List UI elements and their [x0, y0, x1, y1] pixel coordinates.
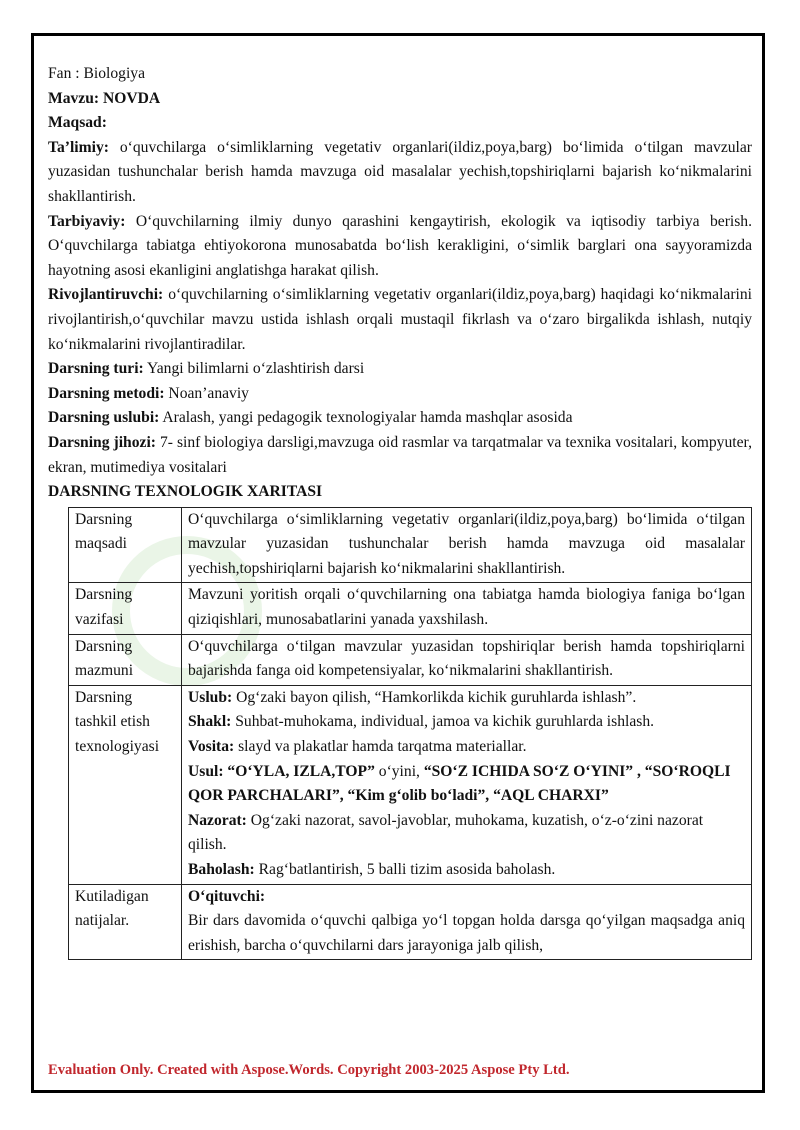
document-body [48, 62, 752, 960]
section-title: DARSNING TEXNOLOGIK XARITASI [48, 483, 323, 501]
objective-upbringing [48, 210, 752, 284]
row-content [182, 884, 752, 960]
table-row [69, 685, 752, 884]
field-label: Nazorat: [188, 811, 247, 829]
table-row [69, 884, 752, 960]
field-text: Rag‘batlantirish, 5 balli tizim asosida baholash. [254, 861, 556, 878]
row-content: Mavzuni yoritish orqali o‘quvchilarning ona tabiatga hamda biologiya faniga bo‘lgan qiziqishlari, munosabatlarini yanada yaxshilash. [182, 583, 752, 634]
field-text: “O‘YLA, IZLA,TOP” [223, 762, 375, 780]
row-label: Darsning mazmuni [69, 634, 182, 685]
topic-label: Mavzu: [48, 89, 100, 107]
lesson-method [48, 382, 752, 407]
table-row [69, 583, 752, 634]
objective-label: Darsning jihozi: [48, 433, 156, 451]
objective-label: Rivojlantiruvchi: [48, 286, 164, 304]
row-content: O‘quvchilarga o‘simliklarning vegetativ organlari(ildiz,poya,barg) bo‘limida o‘tilgan mavzular yuzasidan tushunchalar berish hamda mavzuga oid masalalar yechish,topshiriqlarni bajarish ko‘nikmalarini shakllantirish. [182, 507, 752, 583]
vosita-line [188, 735, 745, 760]
field-text: slayd va plakatlar hamda tarqatma materiallar. [234, 738, 527, 756]
objective-text: Noan’anaviy [164, 384, 249, 402]
objective-text: O‘quvchilarning ilmiy dunyo qarashini kengaytirish, ekologik va iqtisodiy tarbiya berish. O‘quvchilarga tabiatga ehtiyokorona munosabatda bo‘lish kerakligini, o‘simlik barglari ona sayyoramizda hayotning asosi ekanligini anglatishga harakat qilish. [48, 212, 752, 279]
uslub-line [188, 686, 745, 711]
shakl-line [188, 710, 745, 735]
field-text: o‘yini, [374, 762, 424, 780]
subject-line: Fan : Biologiya [48, 65, 146, 82]
field-text: “SO‘Z ICHIDA SO‘Z O‘YINI” , “SO‘ROQLI QOR PARCHALARI”, “Kim g‘olib bo‘ladi”, “AQL CHARXI” [188, 762, 731, 805]
lesson-equipment [48, 431, 752, 480]
table-row [69, 507, 752, 583]
lesson-style [48, 406, 752, 431]
table-row [69, 634, 752, 685]
objective-text: o‘quvchilarning o‘simliklarning vegetativ organlari(ildiz,poya,barg) haqidagi ko‘nikmalarini rivojlantirish,o‘quvchilar mavzu ustida ishlash orqali mustaqil fikrlash va o‘zaro birgalikda ishlash, nutqiy ko‘nikmalarini rivojlantiradilar. [48, 286, 752, 353]
objective-text: Yangi bilimlarni o‘zlashtirish darsi [143, 360, 365, 378]
lesson-type [48, 357, 752, 382]
row-label: Kutiladigan natijalar. [69, 884, 182, 960]
field-label: Shakl: [188, 713, 232, 731]
usul-line [188, 760, 745, 809]
field-label: Uslub: [188, 688, 233, 706]
field-text: Suhbat-muhokama, individual, jamoa va kichik guruhlarda ishlash. [231, 713, 655, 731]
evaluation-watermark-footer: Evaluation Only. Created with Aspose.Words. Copyright 2003-2025 Aspose Pty Ltd. [48, 1062, 570, 1078]
objective-label: Darsning turi: [48, 360, 144, 378]
objective-educational [48, 136, 752, 210]
technology-map-table [68, 507, 752, 961]
objective-label: Darsning uslubi: [48, 409, 160, 427]
row-content [182, 685, 752, 884]
objective-developmental [48, 283, 752, 357]
field-label: Vosita: [188, 738, 235, 756]
nazorat-line [188, 809, 745, 858]
baholash-line [188, 858, 745, 883]
objective-label: Tarbiyaviy: [48, 212, 126, 230]
field-text: Og‘zaki bayon qilish, “Hamkorlikda kichik guruhlarda ishlash”. [232, 688, 637, 706]
topic-value: NOVDA [103, 89, 161, 107]
objective-text: o‘quvchilarga o‘simliklarning vegetativ organlari(ildiz,poya,barg) bo‘limida o‘tilgan mavzular yuzasidan tushunchalar berish hamda mavzuga oid masalalar yechish,topshiriqlarni bajarish ko‘nikmalarini shakllantirish. [48, 138, 752, 205]
field-text: Og‘zaki nazorat, savol-javoblar, muhokama, kuzatish, o‘z-o‘zini nazorat qilish. [188, 811, 704, 854]
objective-text: 7- sinf biologiya darsligi,mavzuga oid rasmlar va tarqatmalar va texnika vositalari, kompyuter, ekran, mutimediya vositalari [48, 433, 752, 476]
goal-heading: Maqsad: [48, 114, 107, 132]
row-label: Darsning vazifasi [69, 583, 182, 634]
results-text: Bir dars davomida o‘quvchi qalbiga yo‘l topgan holda darsga qo‘yilgan maqsadga aniq erishish, barcha o‘quvchilarni dars jarayoniga jalb qilish, [188, 912, 745, 954]
row-label: Darsning tashkil etish texnologiyasi [69, 685, 182, 884]
row-label: Darsning maqsadi [69, 507, 182, 583]
field-label: Baholash: [188, 861, 255, 878]
objective-label: Darsning metodi: [48, 384, 165, 402]
field-label: Usul: [188, 762, 224, 780]
objective-label: Ta’limiy: [48, 138, 109, 156]
topic-line [48, 87, 752, 112]
teacher-label: O‘qituvchi: [188, 887, 266, 905]
objective-text: Aralash, yangi pedagogik texnologiyalar hamda mashqlar asosida [159, 409, 573, 427]
row-content: O‘quvchilarga o‘tilgan mavzular yuzasidan topshiriqlar berish hamda topshiriqlarni bajarishda fanga oid kompetensiyalar, ko‘nikmalarini shakllantirish. [182, 634, 752, 685]
